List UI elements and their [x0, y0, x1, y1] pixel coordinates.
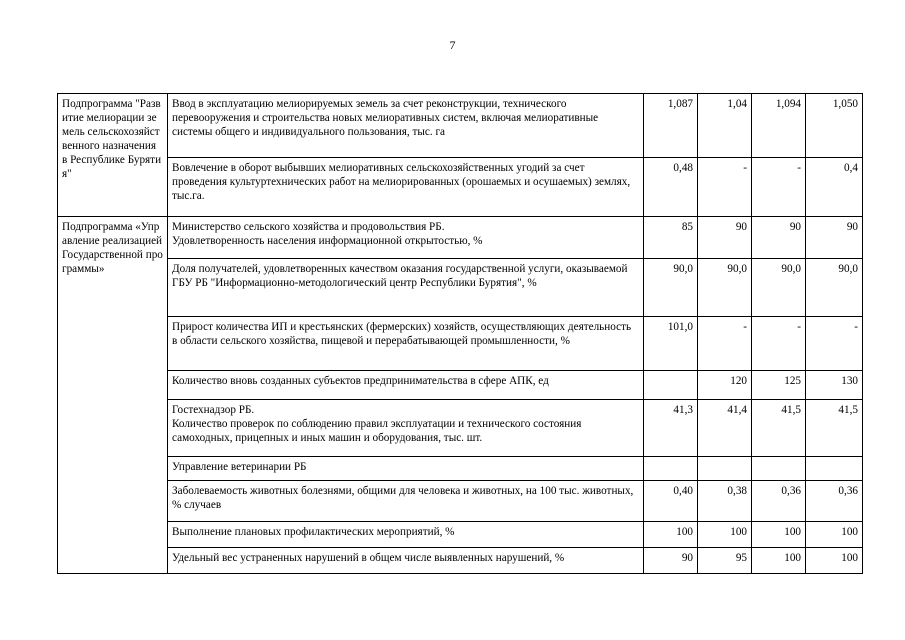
value-cell: 1,087 — [644, 94, 698, 158]
value-cell: 100 — [806, 548, 863, 574]
page-number: 7 — [449, 38, 456, 52]
value-cell: 90,0 — [644, 259, 698, 317]
value-cell: 95 — [698, 548, 752, 574]
program-name: Подпрограмма «Управление реализацией Государственной программы» — [58, 217, 168, 574]
value-cell: 100 — [644, 522, 698, 548]
value-cell: 0,36 — [806, 481, 863, 522]
value-cell: 90,0 — [698, 259, 752, 317]
value-cell: 0,38 — [698, 481, 752, 522]
indicator-name: Количество вновь созданных субъектов предпринимательства в сфере АПК, ед — [168, 371, 644, 400]
value-cell: 41,5 — [806, 400, 863, 457]
value-cell: 130 — [806, 371, 863, 400]
table-row — [58, 548, 863, 574]
value-cell: 100 — [752, 522, 806, 548]
value-cell: 0,48 — [644, 158, 698, 217]
value-cell: 100 — [752, 548, 806, 574]
value-cell: 90 — [806, 217, 863, 259]
value-cell: 41,4 — [698, 400, 752, 457]
value-cell: 85 — [644, 217, 698, 259]
table-row — [58, 371, 863, 400]
value-cell: 1,094 — [752, 94, 806, 158]
value-cell: - — [752, 317, 806, 371]
table-row — [58, 259, 863, 317]
value-cell: 100 — [806, 522, 863, 548]
value-cell: - — [698, 158, 752, 217]
table-row — [58, 457, 863, 481]
value-cell: 0,36 — [752, 481, 806, 522]
value-cell: 90 — [644, 548, 698, 574]
value-cell: - — [806, 317, 863, 371]
value-cell: 90 — [752, 217, 806, 259]
value-cell: 41,3 — [644, 400, 698, 457]
indicator-name: Гостехнадзор РБ. Количество проверок по соблюдению правил эксплуатации и технического состояния самоходных, прицепных и иных машин и оборудования, тыс. шт. — [168, 400, 644, 457]
value-cell: 0,40 — [644, 481, 698, 522]
value-cell: 120 — [698, 371, 752, 400]
value-cell: 1,050 — [806, 94, 863, 158]
table-row — [58, 217, 863, 259]
table-row — [58, 317, 863, 371]
indicator-name: Ввод в эксплуатацию мелиорируемых земель за счет реконструкции, технического перевооружения и строительства новых мелиоративных систем, включая мелиоративные системы общего и индивидуального пользования, тыс. га — [168, 94, 644, 158]
value-cell: 41,5 — [752, 400, 806, 457]
value-cell: - — [698, 317, 752, 371]
program-name: Подпрограмма "Развитие мелиорации земель сельскохозяйственного назначения в Республике Бурятия" — [58, 94, 168, 217]
value-cell: 90 — [698, 217, 752, 259]
table-row — [58, 522, 863, 548]
table-row — [58, 400, 863, 457]
value-cell: 90,0 — [806, 259, 863, 317]
value-cell: 125 — [752, 371, 806, 400]
indicators-table — [57, 93, 863, 574]
value-cell: 90,0 — [752, 259, 806, 317]
value-cell — [806, 457, 863, 481]
indicator-name: Вовлечение в оборот выбывших мелиоративных сельскохозяйственных угодий за счет проведения культуртехнических работ на мелиорированных (орошаемых и осушаемых) землях, тыс.га. — [168, 158, 644, 217]
indicator-name: Выполнение плановых профилактических мероприятий, % — [168, 522, 644, 548]
indicator-name: Министерство сельского хозяйства и продовольствия РБ. Удовлетворенность населения информационной открытостью, % — [168, 217, 644, 259]
table-row — [58, 158, 863, 217]
table-row — [58, 481, 863, 522]
indicator-name: Заболеваемость животных болезнями, общими для человека и животных, на 100 тыс. животных, % случаев — [168, 481, 644, 522]
value-cell — [644, 457, 698, 481]
value-cell — [644, 371, 698, 400]
value-cell: 0,4 — [806, 158, 863, 217]
indicator-name: Доля получателей, удовлетворенных качеством оказания государственной услуги, оказываемой ГБУ РБ "Информационно-методологический центр Республики Бурятия", % — [168, 259, 644, 317]
value-cell — [752, 457, 806, 481]
indicator-name: Управление ветеринарии РБ — [168, 457, 644, 481]
value-cell: 101,0 — [644, 317, 698, 371]
value-cell — [698, 457, 752, 481]
indicator-name: Прирост количества ИП и крестьянских (фермерских) хозяйств, осуществляющих деятельность в области сельского хозяйства, пищевой и перерабатывающей промышленности, % — [168, 317, 644, 371]
table-row — [58, 94, 863, 158]
value-cell: 1,04 — [698, 94, 752, 158]
value-cell: - — [752, 158, 806, 217]
indicator-name: Удельный вес устраненных нарушений в общем числе выявленных нарушений, % — [168, 548, 644, 574]
value-cell: 100 — [698, 522, 752, 548]
